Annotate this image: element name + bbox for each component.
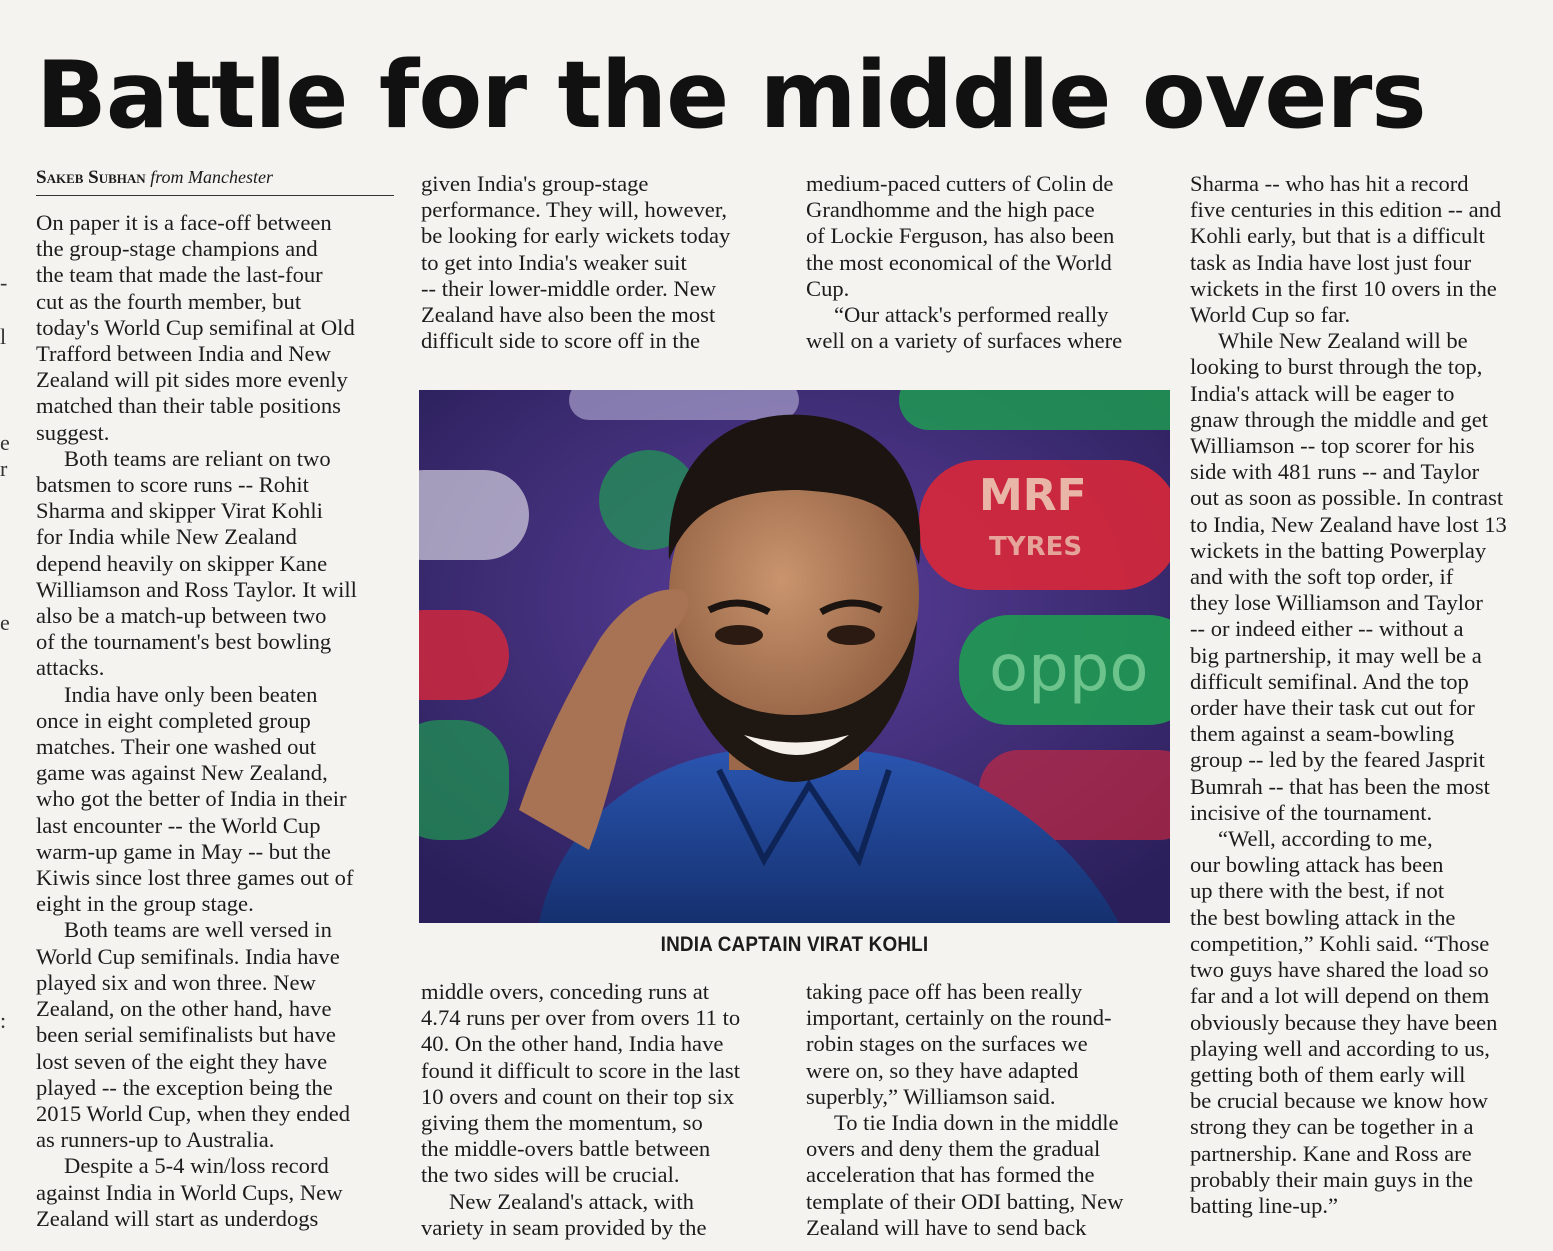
kohli-photo bbox=[419, 390, 1170, 923]
text-line: out as soon as possible. In contrast bbox=[1190, 485, 1504, 511]
gutter-letter: e bbox=[0, 610, 10, 635]
text-line: the team that made the last-four bbox=[36, 262, 323, 288]
text-line: once in eight completed group bbox=[36, 707, 311, 733]
text-line: five centuries in this edition -- and bbox=[1190, 197, 1502, 223]
text-line: eight in the group stage. bbox=[36, 891, 254, 917]
text-line: been serial semifinalists but have bbox=[36, 1022, 336, 1048]
text-line: medium-paced cutters of Colin de bbox=[806, 171, 1114, 196]
text-line: Sharma -- who has hit a record bbox=[1190, 171, 1469, 196]
text-line: -- or indeed either -- without a bbox=[1190, 616, 1464, 642]
text-line: wickets in the first 10 overs in the bbox=[1190, 275, 1497, 301]
text-line: to get into India's weaker suit bbox=[421, 249, 687, 275]
column-2-bottom bbox=[421, 979, 791, 1241]
column-3-bottom bbox=[806, 979, 1176, 1241]
text-line: World Cup so far. bbox=[1190, 302, 1351, 328]
byline-location: from Manchester bbox=[150, 167, 273, 187]
text-line: obviously because they have been bbox=[1190, 1009, 1498, 1035]
text-line: the middle-overs battle between bbox=[421, 1136, 711, 1162]
column-4 bbox=[1190, 171, 1550, 1219]
text-line: Both teams are well versed in bbox=[64, 917, 332, 943]
text-line: taking pace off has been really bbox=[806, 979, 1083, 1004]
text-line: Zealand will pit sides more evenly bbox=[36, 367, 348, 393]
text-line: World Cup semifinals. India have bbox=[36, 943, 340, 969]
text-line: far and a lot will depend on them bbox=[1190, 983, 1490, 1009]
text-line: While New Zealand will be bbox=[1218, 328, 1468, 354]
text-line: them against a seam-bowling bbox=[1190, 721, 1455, 747]
text-line: warm-up game in May -- but the bbox=[36, 838, 331, 864]
text-line: they lose Williamson and Taylor bbox=[1190, 590, 1483, 616]
text-line: suggest. bbox=[36, 419, 110, 445]
text-line: playing well and according to us, bbox=[1190, 1035, 1490, 1061]
text-line: lost seven of the eight they have bbox=[36, 1048, 328, 1074]
text-line: Williamson -- top scorer for his bbox=[1190, 433, 1475, 459]
text-line: up there with the best, if not bbox=[1190, 878, 1445, 904]
text-line: difficult semifinal. And the top bbox=[1190, 668, 1469, 694]
adjacent-column-fragments bbox=[0, 0, 14, 1251]
text-line: 2015 World Cup, when they ended bbox=[36, 1100, 351, 1126]
text-line: gnaw through the middle and get bbox=[1190, 406, 1489, 432]
text-line: strong they can be together in a bbox=[1190, 1114, 1474, 1140]
text-line: who got the better of India in their bbox=[36, 786, 347, 812]
text-line: big partnership, it may well be a bbox=[1190, 642, 1482, 668]
gutter-letter: l bbox=[0, 324, 7, 349]
text-line: group -- led by the feared Jasprit bbox=[1190, 747, 1485, 773]
column-2-top bbox=[421, 171, 791, 354]
byline bbox=[36, 166, 394, 196]
text-line: be looking for early wickets today bbox=[421, 223, 731, 249]
text-line: middle overs, conceding runs at bbox=[421, 979, 709, 1004]
text-line: given India's group-stage bbox=[421, 171, 649, 196]
text-line: of Lockie Ferguson, has also been bbox=[806, 223, 1115, 249]
text-line: matches. Their one washed out bbox=[36, 734, 317, 760]
text-line: Cup. bbox=[806, 275, 850, 301]
text-line: task as India have lost just four bbox=[1190, 249, 1472, 275]
text-line: Despite a 5-4 win/loss record bbox=[64, 1153, 329, 1179]
text-line: Trafford between India and New bbox=[36, 341, 331, 367]
text-line: two guys have shared the load so bbox=[1190, 957, 1489, 983]
text-line: the most economical of the World bbox=[806, 249, 1112, 275]
text-line: 10 overs and count on their top six bbox=[421, 1083, 735, 1109]
text-line: superbly,” Williamson said. bbox=[806, 1083, 1056, 1109]
text-line: the best bowling attack in the bbox=[1190, 904, 1456, 930]
backdrop-white-pill bbox=[419, 470, 529, 560]
text-line: Zealand will have to send back bbox=[806, 1214, 1087, 1240]
text-line: batsmen to score runs -- Rohit bbox=[36, 472, 309, 498]
text-line: were on, so they have adapted bbox=[806, 1057, 1079, 1083]
oppo-text: oppo bbox=[989, 632, 1149, 706]
text-line: the two sides will be crucial. bbox=[421, 1162, 680, 1188]
text-line: depend heavily on skipper Kane bbox=[36, 550, 328, 576]
text-line: 40. On the other hand, India have bbox=[421, 1031, 724, 1057]
mrf-text: MRF bbox=[979, 470, 1087, 521]
text-line: of the tournament's best bowling bbox=[36, 629, 332, 655]
text-line: wickets in the batting Powerplay bbox=[1190, 537, 1487, 563]
text-line: Zealand will start as underdogs bbox=[36, 1205, 319, 1231]
column-1 bbox=[36, 210, 406, 1232]
text-line: variety in seam provided by the bbox=[421, 1214, 707, 1240]
text-line: probably their main guys in the bbox=[1190, 1166, 1473, 1192]
text-line: be crucial because we know how bbox=[1190, 1088, 1488, 1114]
text-line: overs and deny them the gradual bbox=[806, 1136, 1101, 1162]
text-line: India's attack will be eager to bbox=[1190, 380, 1455, 406]
text-line: side with 481 runs -- and Taylor bbox=[1190, 459, 1480, 485]
text-line: played -- the exception being the bbox=[36, 1074, 333, 1100]
text-line: batting line-up.” bbox=[1190, 1192, 1339, 1218]
text-line: last encounter -- the World Cup bbox=[36, 812, 321, 838]
text-line: giving them the momentum, so bbox=[421, 1110, 703, 1136]
backdrop-light-band bbox=[569, 390, 799, 420]
text-line: Kiwis since lost three games out of bbox=[36, 865, 354, 891]
text-line: found it difficult to score in the last bbox=[421, 1057, 740, 1083]
text-line: performance. They will, however, bbox=[421, 197, 728, 223]
text-line: Sharma and skipper Virat Kohli bbox=[36, 498, 323, 524]
text-line: game was against New Zealand, bbox=[36, 760, 328, 786]
text-line: looking to burst through the top, bbox=[1190, 354, 1483, 380]
press-conference-photo bbox=[419, 390, 1170, 923]
gutter-letter: - bbox=[0, 270, 8, 295]
text-line: difficult side to score off in the bbox=[421, 328, 701, 354]
text-line: also be a match-up between two bbox=[36, 603, 327, 629]
text-line: On paper it is a face-off between bbox=[36, 210, 332, 235]
text-line: Grandhomme and the high pace bbox=[806, 197, 1095, 223]
text-line: as runners-up to Australia. bbox=[36, 1127, 275, 1153]
text-line: order have their task cut out for bbox=[1190, 695, 1475, 721]
text-line: attacks. bbox=[36, 655, 105, 681]
text-line: robin stages on the surfaces we bbox=[806, 1031, 1088, 1057]
text-line: incisive of the tournament. bbox=[1190, 799, 1433, 825]
text-line: to India, New Zealand have lost 13 bbox=[1190, 511, 1507, 537]
text-line: matched than their table positions bbox=[36, 393, 341, 419]
column-3-top bbox=[806, 171, 1176, 354]
text-line: To tie India down in the middle bbox=[834, 1110, 1119, 1136]
text-line: 4.74 runs per over from overs 11 to bbox=[421, 1005, 741, 1031]
text-line: today's World Cup semifinal at Old bbox=[36, 314, 355, 340]
left-eye bbox=[715, 625, 763, 645]
text-line: the group-stage champions and bbox=[36, 236, 318, 262]
text-line: our bowling attack has been bbox=[1190, 852, 1444, 878]
text-line: India have only been beaten bbox=[64, 681, 318, 707]
tyres-text: TYRES bbox=[989, 532, 1083, 562]
text-line: -- their lower-middle order. New bbox=[421, 275, 717, 301]
text-line: Bumrah -- that has been the most bbox=[1190, 773, 1490, 799]
gutter-letter: : bbox=[0, 1008, 7, 1033]
text-line: Kohli early, but that is a difficult bbox=[1190, 223, 1485, 249]
text-line: Zealand, on the other hand, have bbox=[36, 996, 332, 1022]
text-line: Both teams are reliant on two bbox=[64, 445, 331, 471]
text-line: “Well, according to me, bbox=[1218, 826, 1433, 852]
photo-caption: INDIA CAPTAIN VIRAT KOHLI bbox=[660, 933, 929, 956]
headline: Battle for the middle overs bbox=[36, 41, 1426, 149]
gutter-letter: r bbox=[0, 456, 8, 481]
gutter-letter: e bbox=[0, 430, 10, 455]
text-line: important, certainly on the round- bbox=[806, 1005, 1112, 1031]
text-line: for India while New Zealand bbox=[36, 524, 297, 550]
text-line: and with the soft top order, if bbox=[1190, 564, 1454, 590]
text-line: “Our attack's performed really bbox=[834, 302, 1109, 328]
backdrop-green-band bbox=[899, 390, 1170, 430]
text-line: template of their ODI batting, New bbox=[806, 1188, 1124, 1214]
right-eye bbox=[827, 625, 875, 645]
backdrop-green-pill bbox=[419, 720, 509, 840]
text-line: acceleration that has formed the bbox=[806, 1162, 1095, 1188]
text-line: Williamson and Ross Taylor. It will bbox=[36, 576, 357, 602]
text-line: New Zealand's attack, with bbox=[449, 1188, 694, 1214]
text-line: competition,” Kohli said. “Those bbox=[1190, 930, 1490, 956]
byline-author: Sakeb Subhan bbox=[36, 167, 146, 188]
text-line: cut as the fourth member, but bbox=[36, 288, 302, 314]
text-line: played six and won three. New bbox=[36, 969, 316, 995]
text-line: Zealand have also been the most bbox=[421, 302, 716, 328]
text-line: getting both of them early will bbox=[1190, 1061, 1466, 1087]
backdrop-red-pill bbox=[419, 610, 509, 700]
text-line: well on a variety of surfaces where bbox=[806, 328, 1123, 354]
text-line: partnership. Kane and Ross are bbox=[1190, 1140, 1472, 1166]
text-line: against India in World Cups, New bbox=[36, 1179, 343, 1205]
